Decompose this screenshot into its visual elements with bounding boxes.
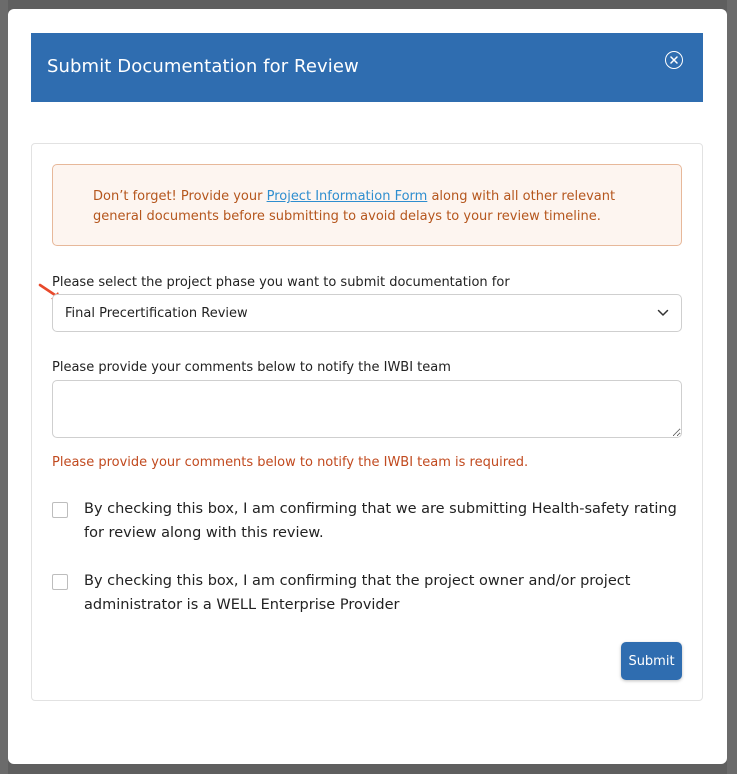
enterprise-provider-checkbox-label: By checking this box, I am confirming that the project owner and/or project administrator is a WELL Enterprise Provider bbox=[84, 573, 631, 613]
modal-title: Submit Documentation for Review bbox=[47, 56, 359, 77]
enterprise-provider-checkbox[interactable] bbox=[52, 574, 68, 590]
chevron-down-icon bbox=[657, 309, 669, 317]
health-safety-checkbox-row bbox=[52, 497, 682, 545]
comments-label: Please provide your comments below to notify the IWBI team bbox=[52, 360, 451, 375]
background-page bbox=[0, 0, 8, 774]
project-phase-select[interactable] bbox=[52, 294, 682, 332]
comments-textarea[interactable] bbox=[52, 380, 682, 438]
modal-header bbox=[31, 33, 703, 102]
background-page-right bbox=[727, 0, 737, 774]
submit-documentation-modal bbox=[8, 9, 727, 764]
alert-prefix: Don’t forget! Provide your bbox=[93, 189, 267, 204]
alert-suffix: along with all other relevant general documents before submitting to avoid delays to your review timeline. bbox=[93, 189, 616, 224]
enterprise-provider-checkbox-row bbox=[52, 569, 682, 617]
project-information-form-link[interactable]: Project Information Form bbox=[266, 189, 428, 204]
reminder-alert bbox=[52, 164, 682, 246]
comments-error-message: Please provide your comments below to notify the IWBI team is required. bbox=[52, 455, 529, 470]
project-phase-selected: Final Precertification Review bbox=[65, 305, 248, 321]
health-safety-checkbox-label: By checking this box, I am confirming that we are submitting Health-safety rating for review along with this review. bbox=[84, 501, 677, 541]
phase-select-label: Please select the project phase you want to submit documentation for bbox=[52, 275, 510, 290]
close-icon[interactable] bbox=[665, 51, 683, 69]
form-card bbox=[31, 143, 703, 701]
health-safety-checkbox[interactable] bbox=[52, 502, 68, 518]
submit-button[interactable]: Submit bbox=[621, 642, 682, 680]
